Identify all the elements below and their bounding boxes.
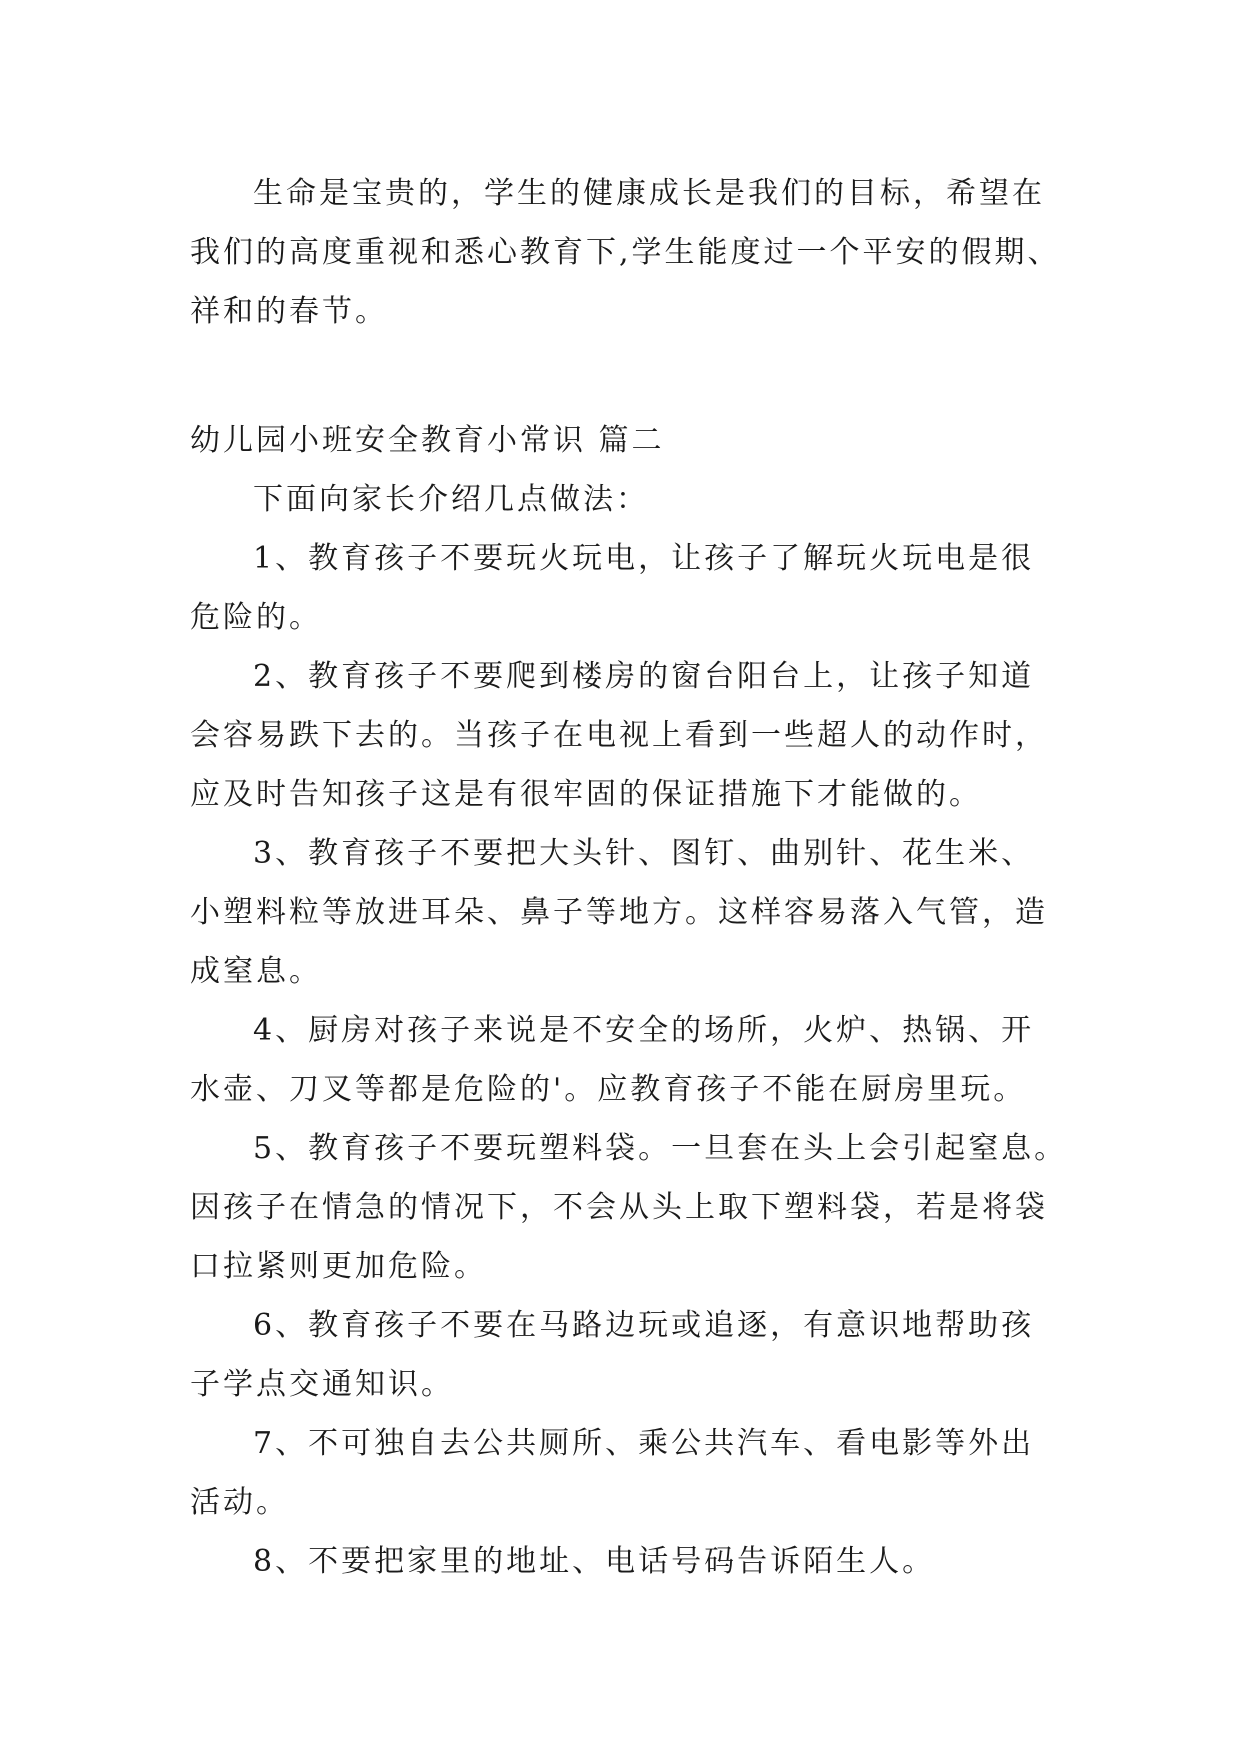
text-line: 水壶、刀叉等都是危险的'。应教育孩子不能在厨房里玩。 <box>190 1072 1027 1107</box>
text-line: 危险的。 <box>190 600 322 635</box>
text-line: 2、教育孩子不要爬到楼房的窗台阳台上，让孩子知道 <box>253 659 1035 694</box>
text-line: 1、教育孩子不要玩火玩电，让孩子了解玩火玩电是很 <box>253 541 1035 576</box>
list-item <box>190 1532 1090 1591</box>
text-line: 7、不可独自去公共厕所、乘公共汽车、看电影等外出 <box>253 1426 1035 1461</box>
text-line: 会容易跌下去的。当孩子在电视上看到一些超人的动作时， <box>190 718 1048 753</box>
text-line: 4、厨房对孩子来说是不安全的场所，火炉、热锅、开 <box>253 1013 1035 1048</box>
list-item <box>190 1414 1090 1532</box>
text-line: 活动。 <box>190 1485 289 1520</box>
document-body <box>190 164 1090 1591</box>
text-line: 生命是宝贵的，学生的健康成长是我们的目标，希望在 <box>253 176 1045 211</box>
text-line: 成窒息。 <box>190 954 322 989</box>
text-line: 3、教育孩子不要把大头针、图钉、曲别针、花生米、 <box>253 836 1035 871</box>
text-line: 下面向家长介绍几点做法： <box>253 482 649 517</box>
intro-paragraph <box>190 164 1090 341</box>
list-item <box>190 1296 1090 1414</box>
lead-in-paragraph <box>190 470 1090 529</box>
section-title <box>190 411 1090 470</box>
list-item <box>190 529 1090 647</box>
text-line: 5、教育孩子不要玩塑料袋。一旦套在头上会引起窒息。 <box>253 1131 1068 1166</box>
list-item <box>190 824 1090 1001</box>
list-item <box>190 1119 1090 1296</box>
text-line: 祥和的春节。 <box>190 294 388 329</box>
section-title-text: 幼儿园小班安全教育小常识 篇二 <box>190 423 665 458</box>
text-line: 8、不要把家里的地址、电话号码告诉陌生人。 <box>253 1544 936 1579</box>
text-line: 口拉紧则更加危险。 <box>190 1249 487 1284</box>
text-line: 应及时告知孩子这是有很牢固的保证措施下才能做的。 <box>190 777 982 812</box>
text-line: 6、教育孩子不要在马路边玩或追逐，有意识地帮助孩 <box>253 1308 1035 1343</box>
list-item <box>190 647 1090 824</box>
text-line: 因孩子在情急的情况下，不会从头上取下塑料袋，若是将袋 <box>190 1190 1048 1225</box>
list-item <box>190 1001 1090 1119</box>
text-line: 我们的高度重视和悉心教育下,学生能度过一个平安的假期、 <box>190 235 1061 270</box>
text-line: 小塑料粒等放进耳朵、鼻子等地方。这样容易落入气管，造 <box>190 895 1048 930</box>
text-line: 子学点交通知识。 <box>190 1367 454 1402</box>
